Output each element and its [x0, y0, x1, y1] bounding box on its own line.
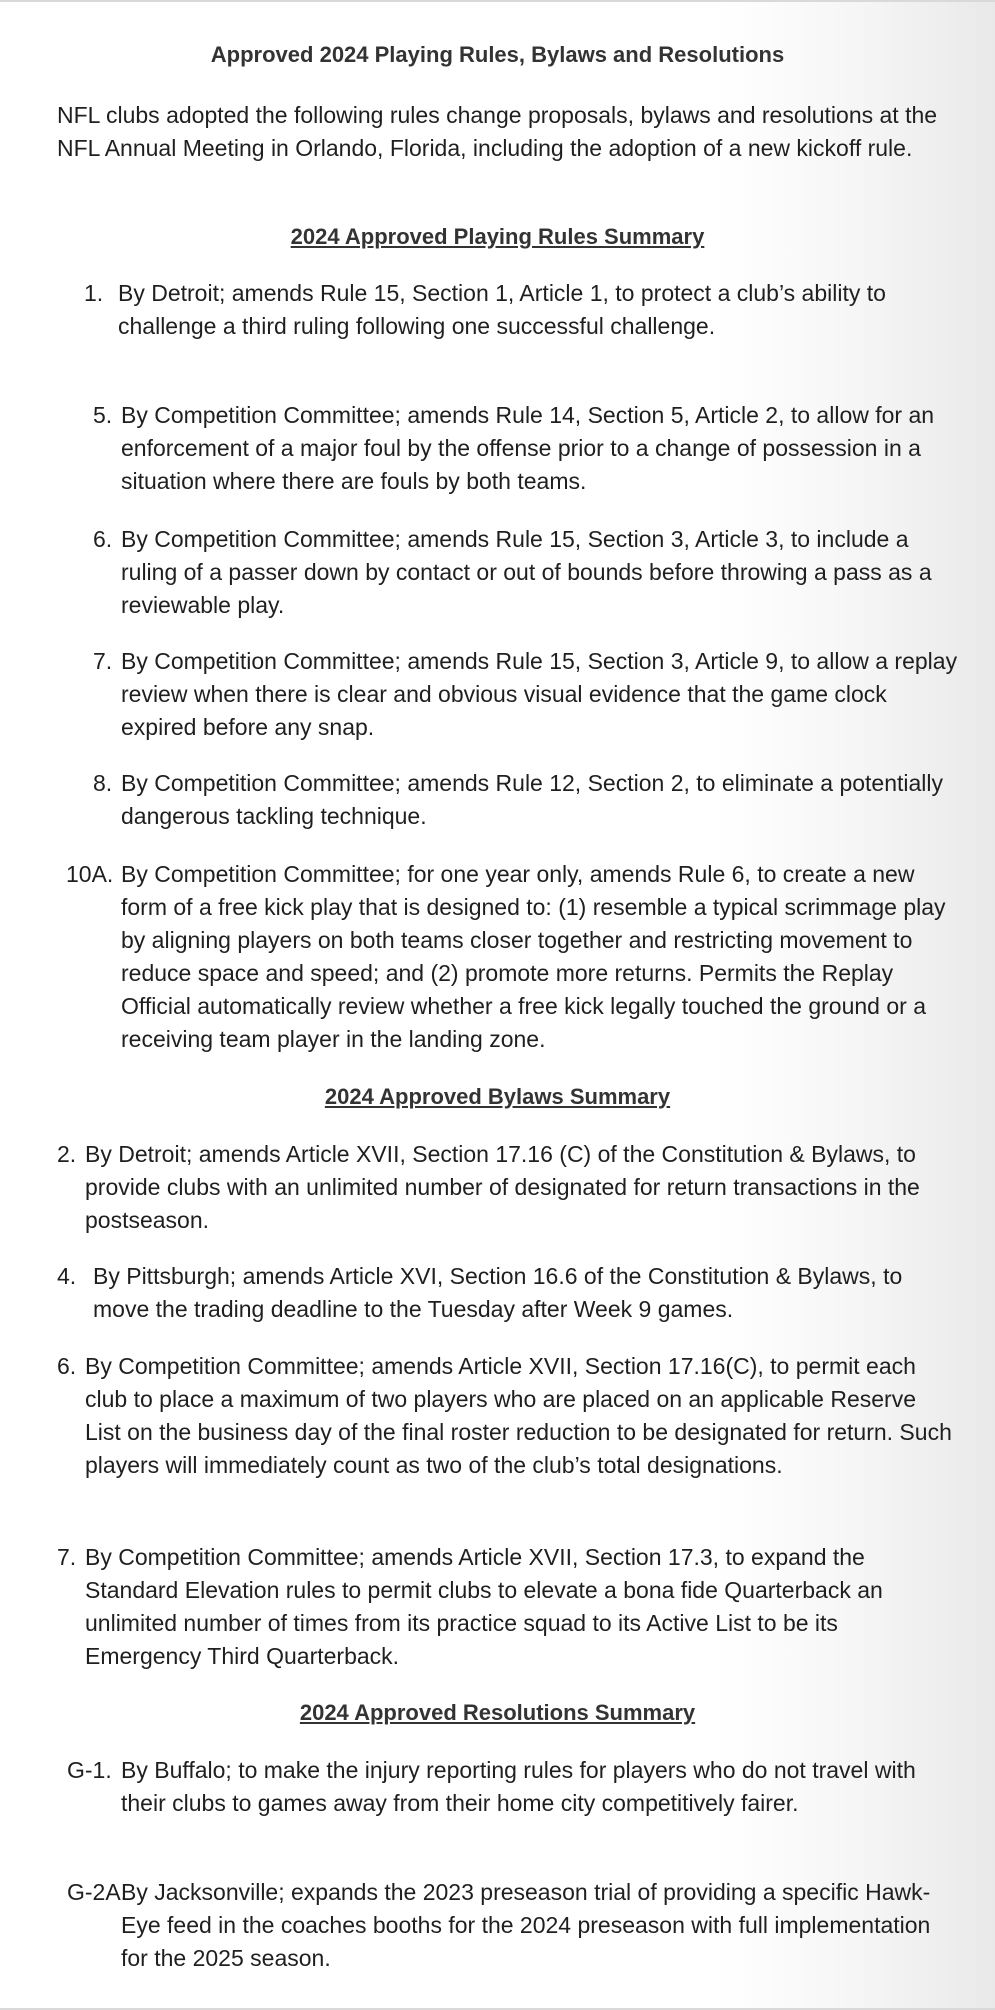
- playing-rule-item: [93, 523, 963, 622]
- playing-rule-number: 10A.: [66, 861, 114, 887]
- bylaw-number: 7.: [57, 1544, 77, 1570]
- bylaw-item: [57, 1350, 957, 1482]
- playing-rule-number: 7.: [93, 648, 113, 674]
- bylaw-number: 2.: [57, 1141, 77, 1167]
- playing-rule-text: By Competition Committee; for one year only, amends Rule 6, to create a new form of a free kick play that is designed to: (1) resemble a typical scrimmage play by aligning players on both teams closer together and restricting movement to reduce space and speed; and (2) promote more returns. Permits the Replay Official automatically review whether a free kick legally touched the ground or a receiving team player in the landing zone.: [121, 861, 946, 1052]
- resolution-text: By Buffalo; to make the injury reporting rules for players who do not travel with their clubs to games away from their home city competitively fairer.: [121, 1757, 916, 1816]
- bylaw-item: [57, 1138, 957, 1237]
- playing-rule-text: By Competition Committee; amends Rule 15, Section 3, Article 3, to include a ruling of a passer down by contact or out of bounds before throwing a pass as a reviewable play.: [121, 526, 932, 618]
- playing-rule-item: [93, 767, 963, 833]
- bylaw-number: 4.: [57, 1263, 77, 1289]
- bylaw-text: By Detroit; amends Article XVII, Section 17.16 (C) of the Constitution & Bylaws, to provide clubs with an unlimited number of designated for return transactions in the postseason.: [85, 1141, 920, 1233]
- bylaws-heading: 2024 Approved Bylaws Summary: [324, 1084, 671, 1109]
- bylaw-text: By Competition Committee; amends Article XVII, Section 17.16(C), to permit each club to place a maximum of two players who are placed on an applicable Reserve List on the business day of the final roster reduction to be designated for return. Such players will immediately count as two of the club’s total designations.: [85, 1353, 952, 1478]
- bylaw-item: [57, 1260, 957, 1326]
- resolution-item: [67, 1754, 957, 1820]
- bylaw-number: 6.: [57, 1353, 77, 1379]
- playing-rule-number: 6.: [93, 526, 113, 552]
- playing-rule-item: [93, 399, 963, 498]
- playing-rule-text: By Competition Committee; amends Rule 12, Section 2, to eliminate a potentially dangerous tackling technique.: [121, 770, 944, 829]
- playing-rule-text: By Detroit; amends Rule 15, Section 1, Article 1, to protect a club’s ability to challenge a third ruling following one successful challenge.: [118, 280, 886, 339]
- intro-paragraph: NFL clubs adopted the following rules change proposals, bylaws and resolutions at the NFL Annual Meeting in Orlando, Florida, including the adoption of a new kickoff rule.: [57, 102, 938, 161]
- playing-rule-text: By Competition Committee; amends Rule 14, Section 5, Article 2, to allow for an enforcement of a major foul by the offense prior to a change of possession in a situation where there are fouls by both teams.: [121, 402, 935, 494]
- playing-rule-item: [84, 277, 954, 343]
- playing-rule-item: [66, 858, 946, 1056]
- bylaw-text: By Pittsburgh; amends Article XVI, Section 16.6 of the Constitution & Bylaws, to move the trading deadline to the Tuesday after Week 9 games.: [93, 1263, 903, 1322]
- page-title: Approved 2024 Playing Rules, Bylaws and Resolutions: [210, 42, 785, 67]
- bylaw-item: [57, 1541, 957, 1673]
- bylaw-text: By Competition Committee; amends Article XVII, Section 17.3, to expand the Standard Elevation rules to permit clubs to elevate a bona fide Quarterback an unlimited number of times from its practice squad to its Active List to be its Emergency Third Quarterback.: [85, 1544, 883, 1669]
- resolution-text: By Jacksonville; expands the 2023 preseason trial of providing a specific Hawk-Eye feed in the coaches booths for the 2024 preseason with full implementation for the 2025 season.: [121, 1879, 931, 1971]
- resolutions-heading: 2024 Approved Resolutions Summary: [299, 1700, 696, 1725]
- playing-rule-number: 5.: [93, 402, 113, 428]
- resolution-number: G-1.: [67, 1757, 112, 1783]
- playing-rule-number: 8.: [93, 770, 113, 796]
- playing-rule-number: 1.: [84, 280, 104, 306]
- playing-rules-heading: 2024 Approved Playing Rules Summary: [290, 224, 705, 249]
- resolution-item: [67, 1876, 957, 1975]
- playing-rule-item: [93, 645, 963, 744]
- playing-rule-text: By Competition Committee; amends Rule 15, Section 3, Article 9, to allow a replay review when there is clear and obvious visual evidence that the game clock expired before any snap.: [121, 648, 958, 740]
- resolution-number: G-2A.: [67, 1879, 128, 1905]
